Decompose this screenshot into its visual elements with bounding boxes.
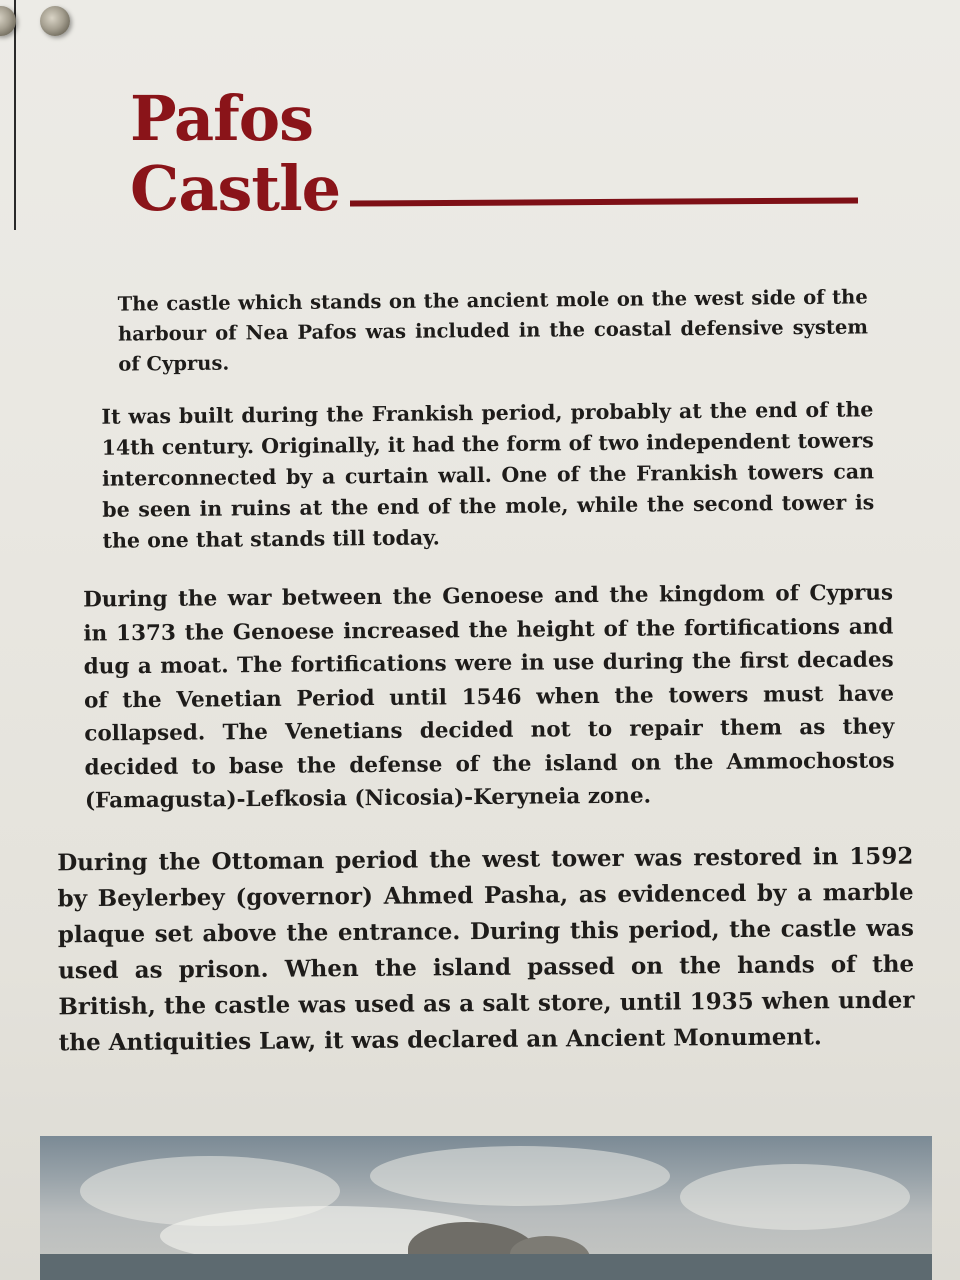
title-line-1: Pafos bbox=[130, 82, 314, 155]
sign-title bbox=[130, 84, 340, 224]
frame-edge bbox=[14, 0, 16, 230]
title-line-2: Castle bbox=[130, 152, 341, 225]
paragraph-ottoman-british: During the Ottoman period the west tower was restored in 1592 by Beylerbey (governor) Ahmed Pasha, as evidenced by a marble plaque set above the entrance. During this period, the castle was used as prison. When the island passed on the hands of the British, the castle was used as a salt store, until 1935 when under the Antiquities Law, it was declared an Ancient Monument. bbox=[57, 842, 915, 1057]
title-underline bbox=[350, 197, 858, 206]
paragraph-frankish: It was built during the Frankish period, probably at the end of the 14th century. Originally, it had the form of two independent towers interconnected by a curtain wall. One of the Frankish towers can be seen in ruins at the end of the mole, while the second tower is the one that stands till today. bbox=[101, 397, 875, 553]
paragraph-genoese-venetian: During the war between the Genoese and the kingdom of Cyprus in 1373 the Genoese increased the height of the fortifications and dug a moat. The fortifications were in use during the first decades of the Venetian Period until 1546 when the towers must have collapsed. The Venetians decided not to repair them as they decided to base the defense of the island on the Ammochostos (Famagusta)-Lefkosia (Nicosia)-Keryneia zone. bbox=[83, 580, 895, 814]
paragraph-intro: The castle which stands on the ancient mole on the west side of the harbour of Nea Pafos was included in the coastal defensive system of Cyprus. bbox=[117, 285, 869, 376]
castle-photo bbox=[40, 1136, 932, 1280]
screw-icon bbox=[40, 6, 70, 36]
